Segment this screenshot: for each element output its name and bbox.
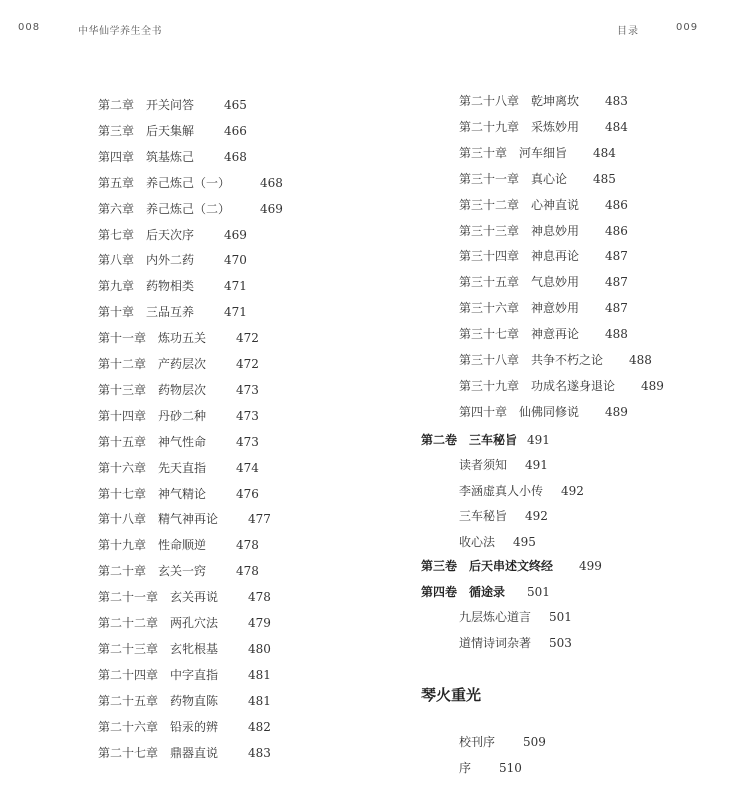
toc-entry[interactable] (459, 609, 572, 625)
toc-entry[interactable] (98, 486, 259, 502)
chapter-number: 第二十四章 (98, 667, 159, 682)
toc-entry[interactable] (98, 408, 259, 424)
chapter-number: 第六章 (98, 201, 135, 216)
chapter-number: 第三十五章 (459, 275, 520, 290)
right-page-number: 009 (676, 22, 699, 33)
left-page-number: 008 (18, 22, 41, 33)
toc-entry[interactable] (98, 693, 271, 709)
volume-title: 循途录 (469, 585, 506, 599)
toc-entry[interactable] (98, 201, 283, 217)
page-number: 468 (260, 175, 283, 190)
page-number: 509 (523, 735, 546, 749)
toc-entry[interactable] (98, 745, 271, 761)
page-number: 472 (236, 331, 259, 346)
toc-entry[interactable] (98, 330, 259, 346)
chapter-number: 第三十章 (459, 145, 508, 160)
toc-entry[interactable] (459, 248, 628, 264)
page-number: 481 (248, 693, 271, 708)
page-number: 485 (593, 171, 616, 186)
toc-entry[interactable] (98, 641, 271, 657)
toc-entry[interactable] (98, 460, 259, 476)
chapter-number: 第二十九章 (459, 119, 520, 134)
page-number: 472 (236, 357, 259, 371)
entry-title: 三车秘旨 (459, 509, 508, 524)
page-number: 492 (561, 483, 584, 498)
entry-title: 校刊序 (459, 735, 496, 749)
toc-entry[interactable] (98, 563, 259, 579)
chapter-number: 第二十八章 (459, 94, 520, 108)
page-number: 478 (248, 590, 271, 605)
page-number: 476 (236, 486, 259, 501)
toc-entry[interactable] (98, 615, 271, 631)
toc-entry[interactable] (98, 175, 283, 191)
chapter-title: 神意再论 (531, 327, 580, 342)
page-number: 501 (549, 610, 572, 624)
chapter-number: 第四章 (98, 149, 135, 164)
toc-entry[interactable] (459, 534, 536, 550)
page-number: 491 (525, 458, 548, 472)
page-number: 487 (605, 301, 628, 316)
chapter-number: 第十七章 (98, 486, 147, 501)
page-number: 492 (525, 509, 548, 524)
chapter-title: 两孔穴法 (170, 616, 219, 630)
chapter-number: 第二十一章 (98, 590, 159, 605)
page-number: 487 (605, 249, 628, 264)
chapter-number: 第二十七章 (98, 745, 159, 760)
page-number: 481 (248, 667, 271, 682)
entry-title: 李涵虚真人小传 (459, 483, 544, 498)
chapter-number: 第三十三章 (459, 223, 520, 238)
volume-3-heading[interactable] (421, 558, 602, 574)
chapter-number: 第二十六章 (98, 719, 159, 734)
chapter-title: 内外二药 (146, 253, 195, 268)
volume-4-heading[interactable] (421, 584, 550, 600)
chapter-title: 中字直指 (170, 667, 219, 682)
chapter-title: 神气精论 (158, 486, 207, 501)
chapter-title: 神息再论 (531, 249, 580, 264)
page-number: 473 (236, 434, 259, 449)
chapter-number: 第十九章 (98, 538, 147, 553)
page-number: 503 (549, 635, 572, 650)
toc-entry[interactable] (98, 149, 247, 165)
toc-entry[interactable] (459, 119, 628, 135)
toc-entry[interactable] (98, 434, 259, 450)
toc-entry[interactable] (98, 252, 247, 268)
page-number: 469 (224, 227, 247, 242)
toc-entry[interactable] (459, 635, 572, 651)
volume-page: 501 (527, 585, 550, 599)
page-number: 468 (224, 149, 247, 164)
entry-title: 九层炼心道言 (459, 610, 532, 624)
chapter-number: 第三十七章 (459, 327, 520, 342)
volume-title: 三车秘旨 (469, 433, 518, 447)
page-number: 486 (605, 197, 628, 212)
chapter-title: 玄关再说 (170, 590, 219, 605)
chapter-title: 玄关一窍 (158, 564, 207, 579)
volume-label: 第二卷 (421, 433, 458, 447)
chapter-title: 心神直说 (531, 197, 580, 212)
toc-entry[interactable] (98, 537, 259, 553)
toc-entry[interactable] (459, 760, 522, 776)
chapter-title: 鼎器直说 (170, 745, 219, 760)
toc-entry[interactable] (459, 326, 628, 342)
chapter-title: 河车细旨 (519, 145, 568, 160)
toc-entry[interactable] (98, 304, 247, 320)
chapter-title: 功成名遂身退论 (531, 378, 616, 393)
chapter-number: 第三十八章 (459, 353, 520, 367)
chapter-title: 神意妙用 (531, 301, 580, 316)
toc-entry[interactable] (459, 171, 616, 187)
chapter-number: 第七章 (98, 227, 135, 242)
chapter-title: 养己炼己（一） (146, 175, 231, 190)
toc-entry[interactable] (459, 300, 628, 316)
chapter-title: 神息妙用 (531, 223, 580, 238)
page-number: 478 (236, 564, 259, 579)
chapter-number: 第二十章 (98, 564, 147, 579)
chapter-number: 第三十六章 (459, 301, 520, 316)
chapter-number: 第十一章 (98, 331, 147, 346)
chapter-title: 开关问答 (146, 98, 195, 112)
entry-title: 读者须知 (459, 458, 508, 472)
page-number: 469 (260, 201, 283, 216)
chapter-number: 第二十二章 (98, 616, 159, 630)
volume-title: 后天串述文终经 (469, 559, 554, 573)
toc-entry[interactable] (459, 508, 548, 524)
chapter-number: 第八章 (98, 253, 135, 268)
toc-entry[interactable] (459, 93, 628, 109)
toc-entry[interactable] (459, 457, 548, 473)
toc-entry[interactable] (98, 278, 247, 294)
chapter-title: 炼功五关 (158, 331, 207, 346)
chapter-number: 第三十二章 (459, 197, 520, 212)
chapter-number: 第五章 (98, 175, 135, 190)
entry-title: 收心法 (459, 535, 496, 550)
chapter-title: 养己炼己（二） (146, 201, 231, 216)
page-number: 474 (236, 460, 259, 475)
chapter-number: 第十八章 (98, 512, 147, 527)
chapter-number: 第十二章 (98, 357, 147, 371)
chapter-number: 第二十三章 (98, 641, 159, 656)
page-number: 471 (224, 305, 247, 320)
volume-label: 第四卷 (421, 585, 458, 599)
chapter-title: 铅汞的辨 (170, 719, 219, 734)
page-number: 480 (248, 641, 271, 656)
chapter-title: 共争不朽之论 (531, 353, 604, 367)
toc-entry[interactable] (459, 734, 546, 750)
toc-entry[interactable] (459, 274, 628, 290)
page-number: 473 (236, 382, 259, 397)
chapter-title: 后天集解 (146, 123, 195, 138)
toc-label: 目录 (617, 26, 639, 37)
volume-label: 第三卷 (421, 559, 458, 573)
toc-entry[interactable] (98, 667, 271, 683)
page-number: 484 (593, 145, 616, 160)
page-number: 479 (248, 616, 271, 630)
page-number: 484 (605, 119, 628, 134)
toc-entry[interactable] (459, 145, 616, 161)
chapter-title: 真心论 (531, 171, 568, 186)
volume-page: 491 (527, 433, 550, 447)
chapter-title: 采炼妙用 (531, 119, 580, 134)
toc-entry[interactable] (98, 382, 259, 398)
book-title: 中华仙学养生全书 (78, 26, 162, 37)
chapter-number: 第十五章 (98, 434, 147, 449)
toc-entry[interactable] (98, 511, 271, 527)
chapter-number: 第三十一章 (459, 171, 520, 186)
chapter-title: 丹砂二种 (158, 408, 207, 423)
chapter-number: 第十四章 (98, 408, 147, 423)
page-number: 483 (248, 745, 271, 760)
chapter-title: 三品互养 (146, 305, 195, 320)
chapter-title: 神气性命 (158, 434, 207, 449)
page-number: 465 (224, 98, 247, 112)
chapter-title: 精气神再论 (158, 512, 219, 527)
toc-entry[interactable] (98, 97, 247, 113)
page-number: 470 (224, 253, 247, 268)
page-number: 486 (605, 223, 628, 238)
volume-2-heading[interactable] (421, 432, 550, 448)
toc-entry[interactable] (98, 589, 271, 605)
toc-entry[interactable] (459, 483, 584, 499)
page-number: 466 (224, 123, 247, 138)
page-number: 471 (224, 279, 247, 294)
toc-entry[interactable] (98, 719, 271, 735)
chapter-number: 第九章 (98, 279, 135, 294)
chapter-title: 乾坤离坎 (531, 94, 580, 108)
chapter-title: 产药层次 (158, 357, 207, 371)
page-number: 483 (605, 94, 628, 108)
chapter-title: 药物层次 (158, 382, 207, 397)
toc-entry[interactable] (98, 356, 259, 372)
page-number: 473 (236, 408, 259, 423)
chapter-title: 先天直指 (158, 460, 207, 475)
toc-entry[interactable] (459, 223, 628, 239)
chapter-title: 药物直陈 (170, 693, 219, 708)
entry-title: 序 (459, 761, 472, 775)
toc-entry[interactable] (98, 227, 247, 243)
chapter-number: 第三十九章 (459, 378, 520, 393)
volume-page: 499 (579, 559, 602, 573)
toc-entry[interactable] (459, 378, 664, 394)
chapter-number: 第四十章 (459, 404, 508, 419)
page-number: 495 (513, 535, 536, 550)
page-number: 489 (605, 404, 628, 419)
section-title: 琴火重光 (421, 686, 482, 704)
chapter-title: 药物相类 (146, 279, 195, 294)
chapter-title: 性命顺逆 (158, 538, 207, 553)
toc-entry[interactable] (459, 404, 628, 420)
chapter-title: 玄牝根基 (170, 641, 219, 656)
chapter-number: 第二十五章 (98, 693, 159, 708)
toc-entry[interactable] (98, 123, 247, 139)
page-number: 478 (236, 538, 259, 553)
page-number: 487 (605, 275, 628, 290)
chapter-number: 第十六章 (98, 460, 147, 475)
page-number: 488 (605, 327, 628, 342)
chapter-title: 气息妙用 (531, 275, 580, 290)
toc-entry[interactable] (459, 352, 652, 368)
page-number: 477 (248, 512, 271, 527)
chapter-number: 第二章 (98, 98, 135, 112)
chapter-number: 第十三章 (98, 382, 147, 397)
page-number: 510 (499, 761, 522, 775)
chapter-number: 第三章 (98, 123, 135, 138)
chapter-number: 第三十四章 (459, 249, 520, 264)
page-number: 489 (641, 378, 664, 393)
entry-title: 道情诗词杂著 (459, 635, 532, 650)
chapter-title: 筑基炼己 (146, 149, 195, 164)
chapter-title: 仙佛同修说 (519, 404, 580, 419)
toc-entry[interactable] (459, 197, 628, 213)
chapter-number: 第十章 (98, 305, 135, 320)
page-number: 488 (629, 353, 652, 367)
page-number: 482 (248, 719, 271, 734)
chapter-title: 后天次序 (146, 227, 195, 242)
